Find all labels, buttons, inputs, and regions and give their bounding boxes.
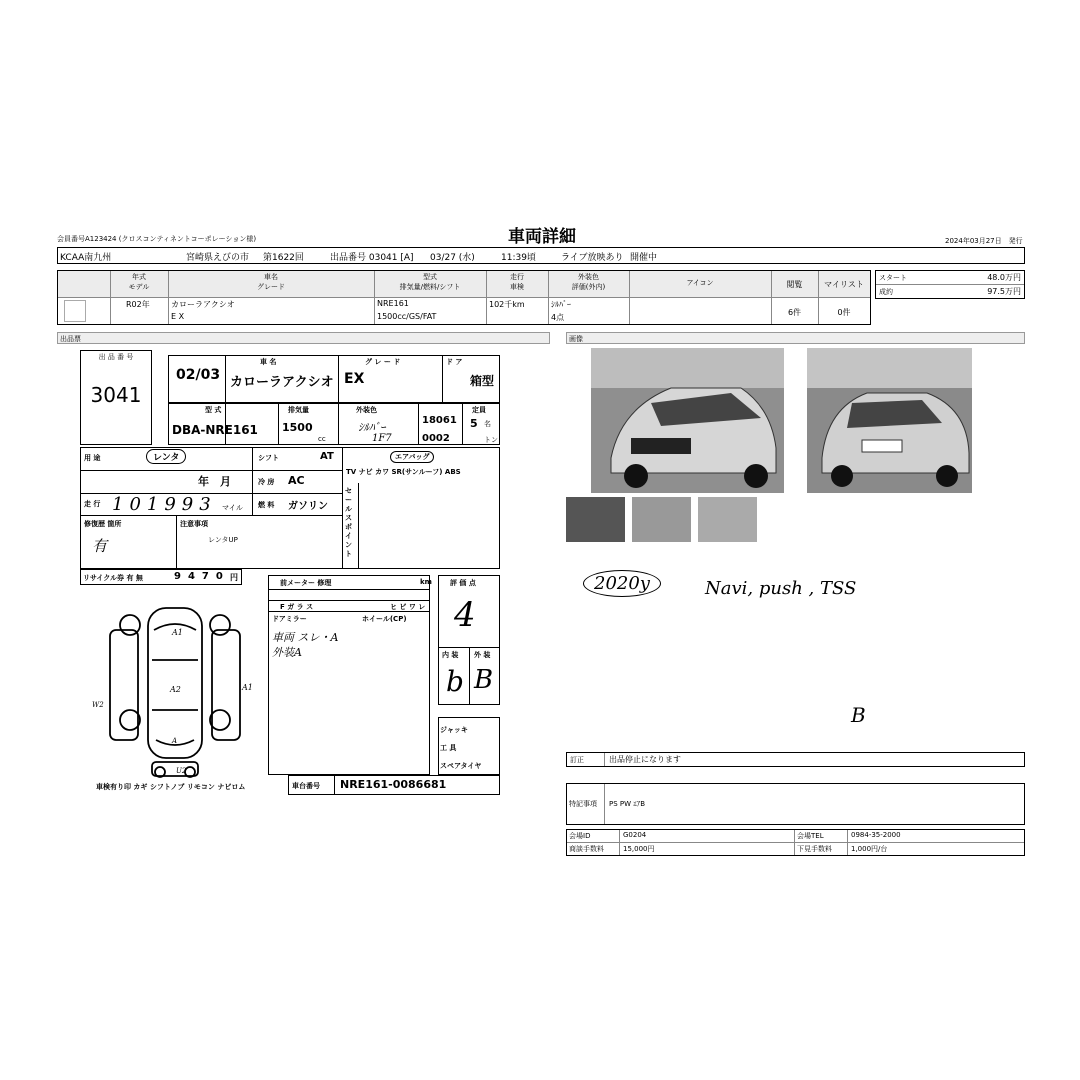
correction-text: 出品停止になります: [609, 755, 681, 764]
sheet-car-name: カローラアクシオ: [230, 375, 334, 390]
header-mileage: 走行: [510, 273, 524, 281]
grade-value: E X: [171, 312, 185, 321]
header-color: 外装色: [578, 273, 599, 281]
commission-label: 商談手数料: [569, 845, 604, 853]
sheet-equipment: TV ナビ カワ SR(サンルーフ) ABS: [346, 468, 461, 476]
sheet-grade: EX: [344, 371, 365, 387]
price-box: [875, 270, 1025, 299]
photo-section-bar: [566, 332, 1025, 344]
sheet-color-no: 18061: [422, 415, 457, 426]
spec-value: 1500cc/GS/FAT: [377, 312, 437, 321]
cc-unit: cc: [318, 435, 326, 443]
cc-label: 排気量: [288, 406, 309, 414]
sheet-body-type: 箱型: [470, 374, 495, 388]
auction-house: KCAA南九州: [60, 253, 112, 263]
auction-date: 03/27 (水): [430, 253, 475, 263]
diagram-mark-u2: U2: [176, 767, 187, 775]
auction-location: 宮崎県えびの市: [186, 253, 250, 263]
recycle-label: リサイクル券 有 無: [83, 574, 143, 582]
header-type: 型式: [423, 273, 437, 281]
remark-line-2: 外装A: [272, 646, 302, 659]
inspection-fee-label: 下見手数料: [797, 845, 832, 853]
header-inspection: 車検: [510, 283, 524, 291]
sold-price: 97.5万円: [987, 287, 1021, 296]
keys-legend: 車検有り印 カギ シフトノブ リモコン ナビロム: [96, 783, 246, 791]
wheel-label: ホイール(CP): [362, 615, 407, 623]
mileage-unit: マイル: [222, 504, 243, 512]
header-icon: アイコン: [686, 279, 714, 287]
special-notes-text: PS PW ｴｱB: [609, 800, 646, 808]
sheet-fuel: ガソリン: [288, 501, 328, 512]
diagram-mark-a2: A2: [170, 685, 181, 694]
mylist-value: 0件: [837, 308, 851, 317]
sheet-score: 4: [454, 595, 476, 635]
color-value: ｼﾙﾊﾞｰ: [551, 300, 571, 309]
windshield-label: ヒ ビ ワ レ: [390, 603, 426, 611]
chassis-number: NRE161-0086681: [340, 778, 447, 791]
sheet-section-bar: [57, 332, 550, 344]
door-label: ド ア: [446, 358, 463, 366]
spare-label: スペアタイヤ: [440, 762, 482, 770]
fuel-label: 燃 料: [258, 501, 275, 509]
sheet-color-code: 1F7: [372, 433, 392, 444]
auction-bar: [57, 247, 1025, 264]
mirror-label: ドアミラー: [272, 615, 307, 623]
lot-box-number: 3041: [90, 383, 142, 407]
type-value: NRE161: [377, 299, 409, 308]
handwritten-year: 2020y: [583, 570, 661, 597]
jack-label: ジャッキ: [440, 726, 468, 734]
header-mylist: マイリスト: [824, 280, 864, 289]
thumbnail-front[interactable]: [632, 497, 691, 542]
car-name-label: 車 名: [260, 358, 277, 366]
auction-round: 第1622回: [263, 253, 304, 263]
lot-number: 出品番号 03041 [A]: [330, 253, 414, 263]
handwritten-features: Navi, push , TSS: [705, 578, 857, 599]
issued-date: 2024年03月27日 発行: [945, 237, 1023, 245]
shift-label: シフト: [258, 454, 279, 462]
car-name-value: カローラアクシオ: [171, 300, 235, 309]
exterior-label: 外 装: [474, 651, 491, 659]
diagram-mark-a-rear: A: [172, 737, 178, 745]
mileage-value: 102千km: [489, 300, 525, 309]
grade-label: グ レ ー ド: [365, 358, 401, 366]
thumbnail-icon: [64, 300, 86, 322]
model-label: 型 式: [205, 406, 222, 414]
auction-sheet: [80, 345, 500, 795]
sheet-airbag: エアバッグ: [390, 451, 434, 463]
month-label: 月: [220, 475, 231, 488]
header-year: 年式: [132, 273, 146, 281]
views-value: 6件: [787, 308, 802, 317]
score-label: 評 価 点: [450, 579, 476, 587]
sheet-color: ｼﾙﾊﾞｰ: [358, 421, 386, 434]
diagram-mark-a1-front: A1: [172, 628, 183, 637]
live-broadcast: ライブ放映あり: [561, 253, 624, 263]
diagram-mark-w2: W2: [92, 701, 104, 709]
thumbnail-side[interactable]: [698, 497, 757, 542]
sheet-shift: AT: [320, 451, 334, 462]
sheet-capacity: 5: [470, 417, 478, 430]
venue-tel: 0984-35-2000: [851, 831, 901, 839]
auction-time: 11:39頃: [501, 253, 536, 263]
year-label: 年: [198, 475, 209, 488]
venue-id: G0204: [623, 831, 647, 839]
usage-label: 用 途: [84, 454, 101, 462]
km-label: km: [420, 578, 432, 586]
tools-label: 工 具: [440, 744, 457, 752]
repair-label: 修復歴 箇所: [84, 520, 122, 528]
photo-section-label: 画像: [569, 335, 583, 343]
correction-label: 訂正: [570, 756, 584, 764]
lot-box-label: 出 品 番 号: [98, 353, 134, 361]
venue-id-label: 会場ID: [569, 832, 591, 840]
header-grade: グレード: [257, 283, 285, 291]
vehicle-info-table: [57, 270, 871, 325]
year-value: R02年: [126, 300, 150, 309]
sheet-model: DBA-NRE161: [172, 423, 258, 437]
notes-label: 注意事項: [180, 520, 208, 528]
selling-points-label: セールスポイント: [345, 487, 352, 558]
start-label: スタート: [879, 274, 907, 282]
meter-label: 前メーター 修理: [280, 579, 332, 587]
venue-tel-label: 会場TEL: [797, 832, 824, 840]
inspection-fee: 1,000円/台: [851, 845, 888, 853]
photo-front[interactable]: [591, 348, 784, 493]
header-evaluation: 評価(外内): [571, 283, 606, 291]
header-spec: 排気量/燃料/シフト: [399, 283, 461, 291]
commission: 15,000円: [623, 845, 655, 853]
score-value: 4点: [551, 313, 565, 322]
sheet-notes: レンタUP: [208, 536, 238, 544]
glass-label: F ガ ラ ス: [280, 603, 314, 611]
capacity-label: 定員: [472, 406, 486, 414]
interior-label: 内 装: [442, 651, 459, 659]
interior-score: b: [446, 665, 464, 698]
special-notes-label: 特記事項: [569, 800, 597, 808]
header-model: モデル: [128, 283, 150, 291]
header-views: 閲覧: [786, 280, 803, 289]
correction-row: [566, 752, 1025, 767]
sheet-usage: レンタ: [146, 449, 186, 464]
exterior-score: B: [474, 665, 494, 695]
sheet-load: 0002: [422, 433, 450, 444]
photo-rear[interactable]: [807, 348, 972, 493]
sheet-repair: 有: [92, 537, 108, 555]
thumbnail-interior[interactable]: [566, 497, 625, 542]
venue-table: [566, 829, 1025, 856]
remark-line-1: 車両 スレ・A: [272, 631, 339, 644]
handwritten-mark: B: [851, 703, 866, 727]
load-unit: トン: [484, 436, 498, 444]
reg-month: 02/03: [176, 367, 221, 383]
color-label: 外装色: [356, 406, 377, 414]
sheet-cc: 1500: [282, 421, 313, 434]
member-info: 会員番号A123424 (クロスコンティネントコーポレーション様): [57, 235, 257, 243]
recycle-unit: 円: [230, 573, 238, 582]
auction-status: 開催中: [630, 253, 658, 263]
capacity-unit: 名: [484, 420, 491, 428]
header-car-name: 車名: [264, 273, 278, 281]
special-notes-box: [566, 783, 1025, 825]
ac-label: 冷 房: [258, 478, 275, 486]
sold-label: 成約: [879, 288, 893, 296]
start-price: 48.0万円: [987, 273, 1021, 282]
recycle-fee: 9470: [174, 571, 230, 582]
sheet-section-label: 出品票: [60, 335, 81, 343]
diagram-mark-a1-side: A1: [242, 683, 253, 692]
page-title: 車両詳細: [508, 227, 576, 247]
mileage-label: 走 行: [84, 500, 101, 508]
sheet-mileage: 101993: [112, 494, 217, 515]
lot-box: [80, 350, 152, 445]
sheet-ac: AC: [288, 474, 305, 487]
chassis-label: 車台番号: [292, 782, 320, 790]
